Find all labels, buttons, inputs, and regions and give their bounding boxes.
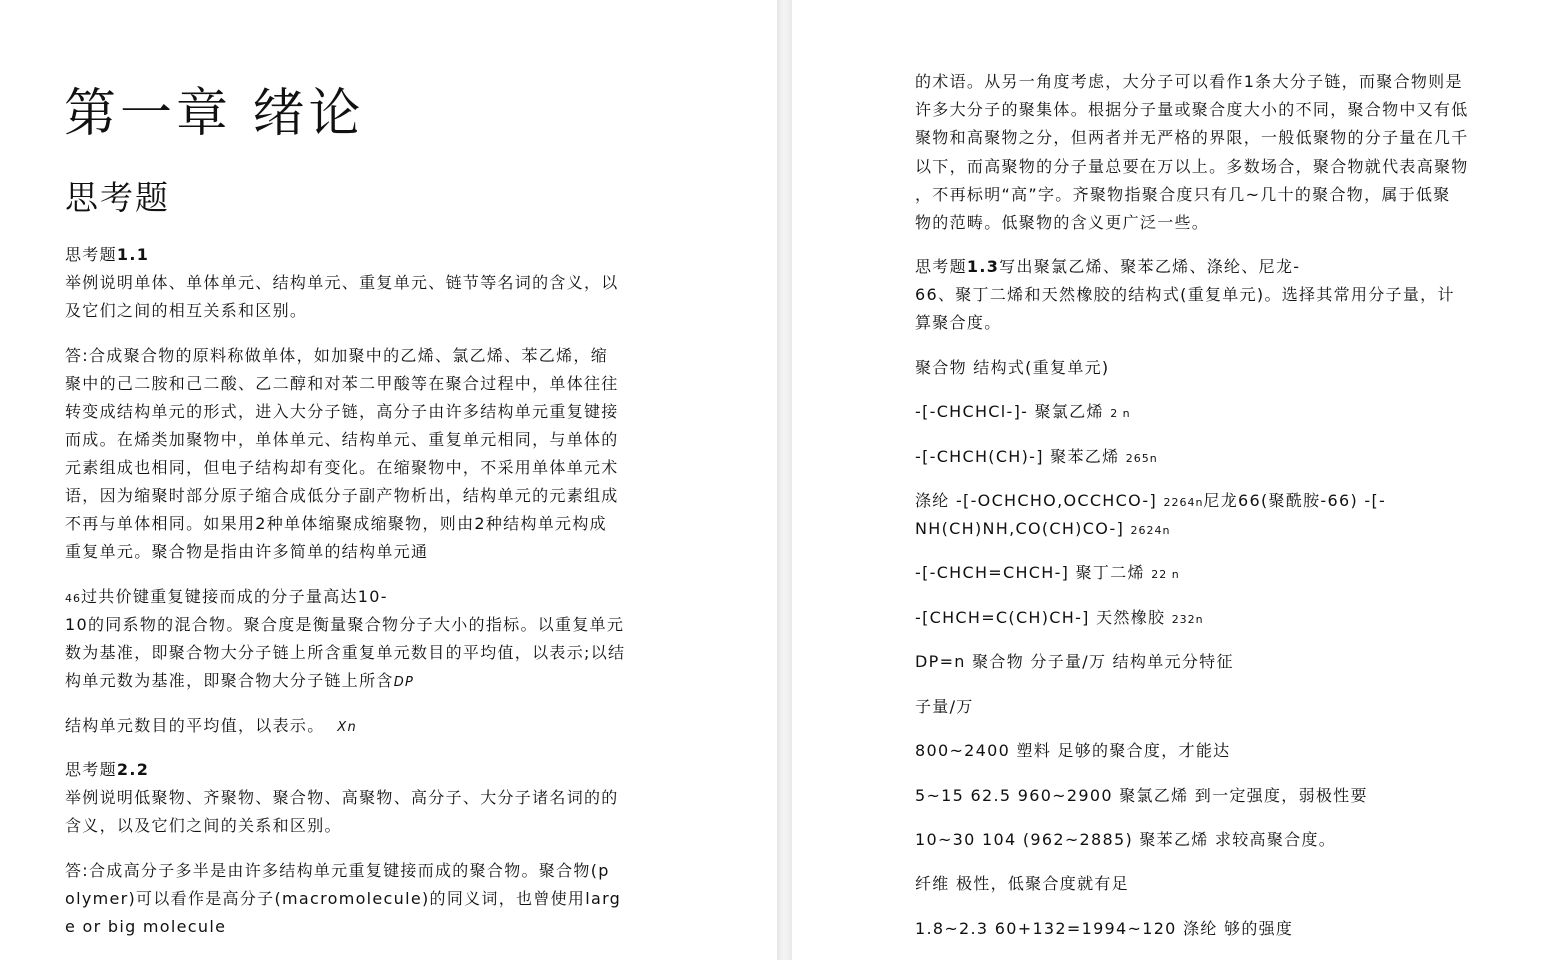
question-text-line: 算聚合度。 [915,313,1002,332]
data-row: 800~2400 塑料 足够的聚合度，才能达 [915,741,1231,760]
answer-text-line: 语，因为缩聚时部分原子缩合成低分子副产物析出，结构单元的元素组成 [65,486,619,505]
polymer-formula-pvc: -[-CHCHCl-]- 聚氯乙烯 2 n [915,402,1131,421]
answer-text-line: olymer)可以看作是高分子(macromolecule)的同义词，也曾使用larg [65,889,622,908]
answer-text-line: 答:合成高分子多半是由许多结构单元重复键接而成的聚合物。聚合物(p [65,861,610,880]
data-row: 1.8~2.3 60+132=1994~120 涤纶 够的强度 [915,919,1294,938]
polymer-formula-pet-nylon: 涤纶 -[-OCHCHO,OCCHCO-] 2264n尼龙66(聚酰胺-66) -[- [915,491,1387,510]
dp-header-line: DP=n 聚合物 分子量/万 结构单元分特征 [915,652,1234,671]
answer-text-line: 46过共价键重复键接而成的分子量高达10- [65,587,388,606]
question-heading [65,756,149,784]
question-heading [65,241,149,269]
answer-text-line: e or big molecule [65,917,227,936]
polymer-formula-pb: -[-CHCH=CHCH-] 聚丁二烯 22 n [915,563,1180,582]
question-label: 思考题 [65,760,117,779]
table-header: 聚合物 结构式(重复单元) [915,358,1110,377]
question-text-line: 及它们之间的相互关系和区别。 [65,301,308,320]
answer-text-line: 数为基准，即聚合物大分子链上所含重复单元数目的平均值，以表示;以结 [65,643,626,662]
answer-text-line: 转变成结构单元的形式，进入大分子链，高分子由许多结构单元重复键接 [65,402,619,421]
superscript-digits: 46 [65,592,81,605]
continued-text-line: 物的范畴。低聚物的含义更广泛一些。 [915,213,1210,232]
question-label: 思考题 [65,245,117,264]
continued-text-line: ，不再标明“高”字。齐聚物指聚合度只有几~几十的聚合物，属于低聚 [915,185,1451,204]
continued-text-line: 聚物和高聚物之分，但两者并无严格的界限，一般低聚物的分子量在几千 [915,128,1469,147]
question-text-line: 66、聚丁二烯和天然橡胶的结构式(重复单元)。选择其常用分子量，计 [915,285,1455,304]
answer-text-line: 10的同系物的混合物。聚合度是衡量聚合物分子大小的指标。以重复单元 [65,615,625,634]
answer-text-line: 构单元数为基准，即聚合物大分子链上所含DP [65,671,415,690]
answer-text-line: 答:合成聚合物的原料称做单体，如加聚中的乙烯、氯乙烯、苯乙烯，缩 [65,346,608,365]
question-number: 1.3 [966,257,1000,276]
page-gutter [777,0,792,960]
polymer-formula-ps: -[-CHCH(CH)-] 聚苯乙烯 265n [915,447,1158,466]
answer-text-line: 聚中的己二胺和己二酸、乙二醇和对苯二甲酸等在聚合过程中，单体往往 [65,374,619,393]
question-text-line: 含义，以及它们之间的关系和区别。 [65,816,342,835]
data-row: 5~15 62.5 960~2900 聚氯乙烯 到一定强度，弱极性要 [915,786,1368,805]
question-text-line: 举例说明低聚物、齐聚物、聚合物、高聚物、高分子、大分子诸名词的的 [65,788,619,807]
question-number: 1.1 [116,245,150,264]
question-text-line: 举例说明单体、单体单元、结构单元、重复单元、链节等名词的含义，以 [65,273,619,292]
answer-text-line: 不再与单体相同。如果用2种单体缩聚成缩聚物，则由2种结构单元构成 [65,514,607,533]
xn-symbol: Xn [337,720,358,735]
dp-header-line: 子量/万 [915,697,974,716]
dp-symbol: DP [393,675,415,690]
question-number: 2.2 [116,760,150,779]
data-row: 纤维 极性，低聚合度就有足 [915,874,1129,893]
chapter-title: 第一章 绪论 [64,84,365,144]
polymer-formula-nr: -[CHCH=C(CH)CH-] 天然橡胶 232n [915,608,1204,627]
right-page [792,0,1548,960]
answer-text-line: 重复单元。聚合物是指由许多简单的结构单元通 [65,542,429,561]
data-row: 10~30 104 (962~2885) 聚苯乙烯 求较高聚合度。 [915,830,1337,849]
answer-text-line: 元素组成也相同，但电子结构却有变化。在缩聚物中，不采用单体单元术 [65,458,619,477]
question-label: 思考题 [915,257,967,276]
question-heading: 思考题1.3写出聚氯乙烯、聚苯乙烯、涤纶、尼龙- [915,257,1301,276]
answer-text-line: 结构单元数目的平均值，以表示。 Xn [65,716,358,735]
answer-text-line: 而成。在烯类加聚物中，单体单元、结构单元、重复单元相同，与单体的 [65,430,619,449]
section-title: 思考题 [65,178,170,217]
polymer-formula-nylon-cont: NH(CH)NH,CO(CH)CO-] 2624n [915,519,1171,538]
continued-text-line: 以下，而高聚物的分子量总要在万以上。多数场合，聚合物就代表高聚物 [915,157,1469,176]
continued-text-line: 许多大分子的聚集体。根据分子量或聚合度大小的不同，聚合物中又有低 [915,100,1469,119]
continued-text-line: 的术语。从另一角度考虑，大分子可以看作1条大分子链，而聚合物则是 [915,72,1463,91]
